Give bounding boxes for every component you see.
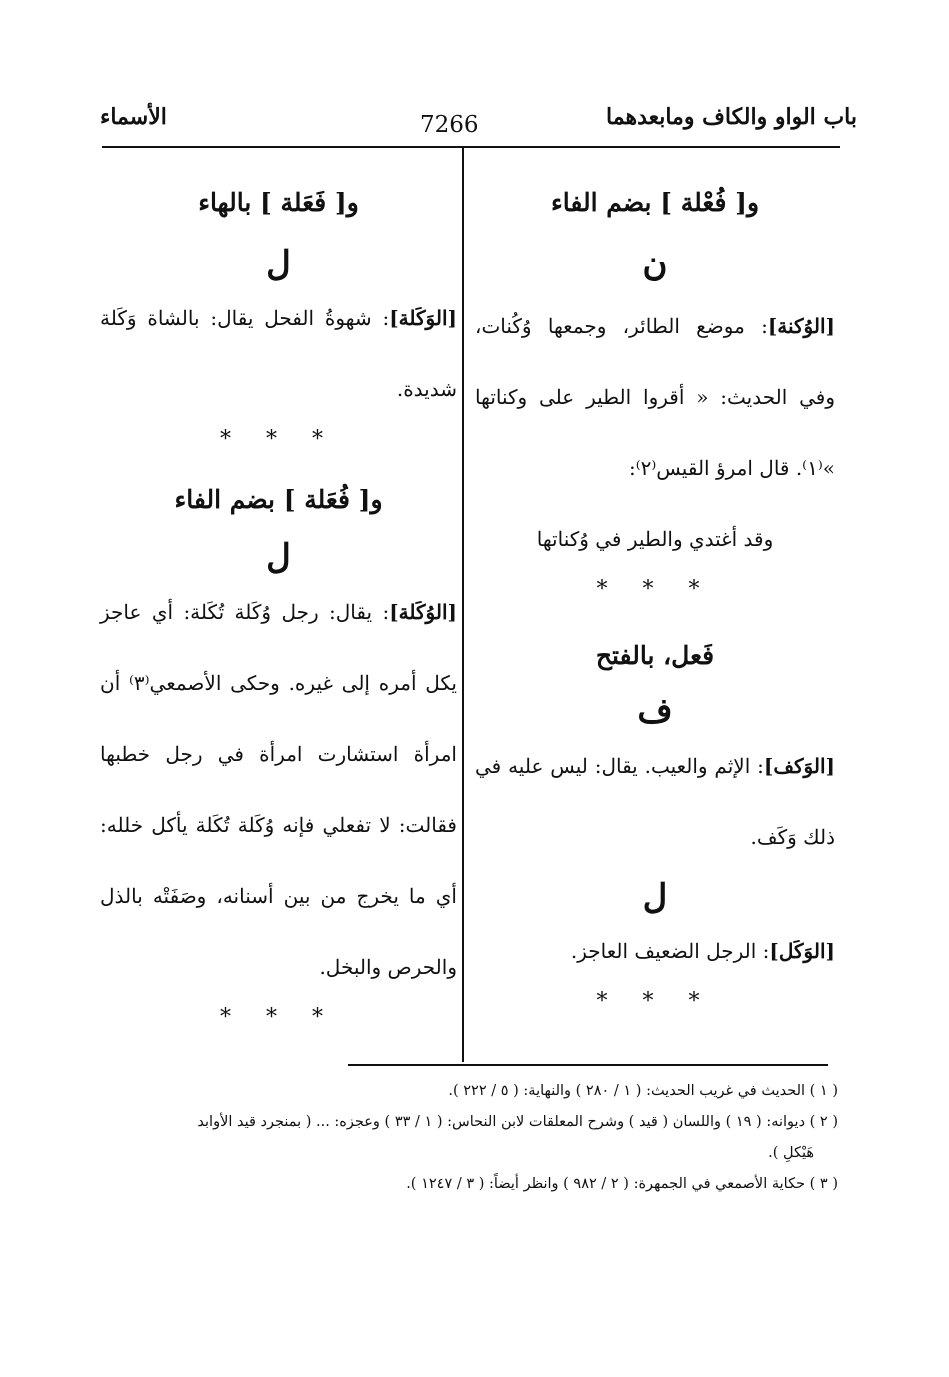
section-title: فَعل، بالفتح [595, 641, 715, 671]
entry-headword: [الوَكف] [763, 753, 835, 778]
running-header-section: الأسماء [100, 104, 167, 130]
dictionary-entry [475, 916, 835, 987]
entry-headword: [الوُكَلة] [389, 599, 457, 624]
footnote-1: ( ١ ) الحديث في غريب الحديث: ( ١ / ٢٨٠ ) والنهاية: ( ٥ / ٢٢٢ ). [448, 1083, 838, 1099]
letter-heading: ل [642, 876, 668, 917]
dictionary-entry [100, 577, 457, 1003]
page-number: 7266 [420, 112, 479, 138]
section-title: و[ فُعْلة ] بضم الفاء [550, 188, 760, 217]
entry-headword: [الوَكَلة] [389, 306, 457, 331]
footnote-2: ( ٢ ) ديوانه: ( ١٩ ) واللسان ( قيد ) وشرح المعلقات لابن النحاس: ( ١ / ٣٣ ) وعجزه: ... ( بمنجرد قيد الأوابد [197, 1114, 838, 1130]
section-separator: * * * [596, 577, 714, 603]
entry-headword: [الوَكَل] [769, 939, 835, 964]
column-divider [462, 148, 464, 1062]
entry-text: : الرجل الضعيف العاجز. [570, 939, 770, 964]
letter-heading: ف [637, 691, 673, 732]
dictionary-entry [100, 283, 457, 425]
section-separator: * * * [596, 989, 714, 1015]
section-title: و[ فَعَلة ] بالهاء [198, 188, 359, 217]
entry-text: : شهوةُ الفحل يقال: بالشاة وَكَلة شديدة. [100, 306, 457, 402]
dictionary-entry [475, 291, 835, 504]
entry-headword: [الوُكنة] [767, 314, 835, 339]
right-column [475, 158, 835, 1013]
footnote-rule [348, 1064, 828, 1066]
dictionary-entry [475, 731, 835, 873]
letter-heading: ن [642, 244, 668, 284]
verse-line: وقد أغتدي والطير في وُكناتها [536, 527, 774, 552]
left-column [100, 158, 457, 1029]
section-separator: * * * [220, 1004, 337, 1030]
letter-heading: ل [266, 537, 291, 578]
section-separator: * * * [220, 427, 337, 453]
entry-text: : موضع الطائر، وجمعها وُكُنات، وفي الحديث: « أقروا الطير على وكناتها »⁽١⁾. قال امرؤ القيس⁽٢⁾: [475, 314, 835, 481]
running-header-chapter: باب الواو والكاف ومابعدهما [606, 104, 857, 130]
header-rule [102, 146, 840, 148]
section-title: و[ فُعَلة ] بضم الفاء [174, 485, 383, 515]
letter-heading: ل [266, 244, 291, 284]
footnote-2-continuation: هَيْكلِ ). [768, 1145, 814, 1161]
footnote-3: ( ٣ ) حكاية الأصمعي في الجمهرة: ( ٢ / ٩٨٢ ) وانظر أيضاً: ( ٣ / ١٢٤٧ ). [406, 1176, 838, 1192]
entry-text: : يقال: رجل وُكَلة تُكَلة: أي عاجز يكل أمره إلى غيره. وحكى الأصمعي⁽٣⁾ أن امرأة استشارت امرأة في رجل خطبها فقالت: لا تفعلي فإنه وُكَلة تُكَلة يأكل خلله: أي ما يخرج من بين أسنانه، وصَفَتْه بالذل والحرص والبخل. [100, 599, 457, 979]
entry-text: : الإثم والعيب. يقال: ليس عليه في ذلك وَكَف. [475, 753, 835, 849]
footnotes [100, 1076, 838, 1200]
